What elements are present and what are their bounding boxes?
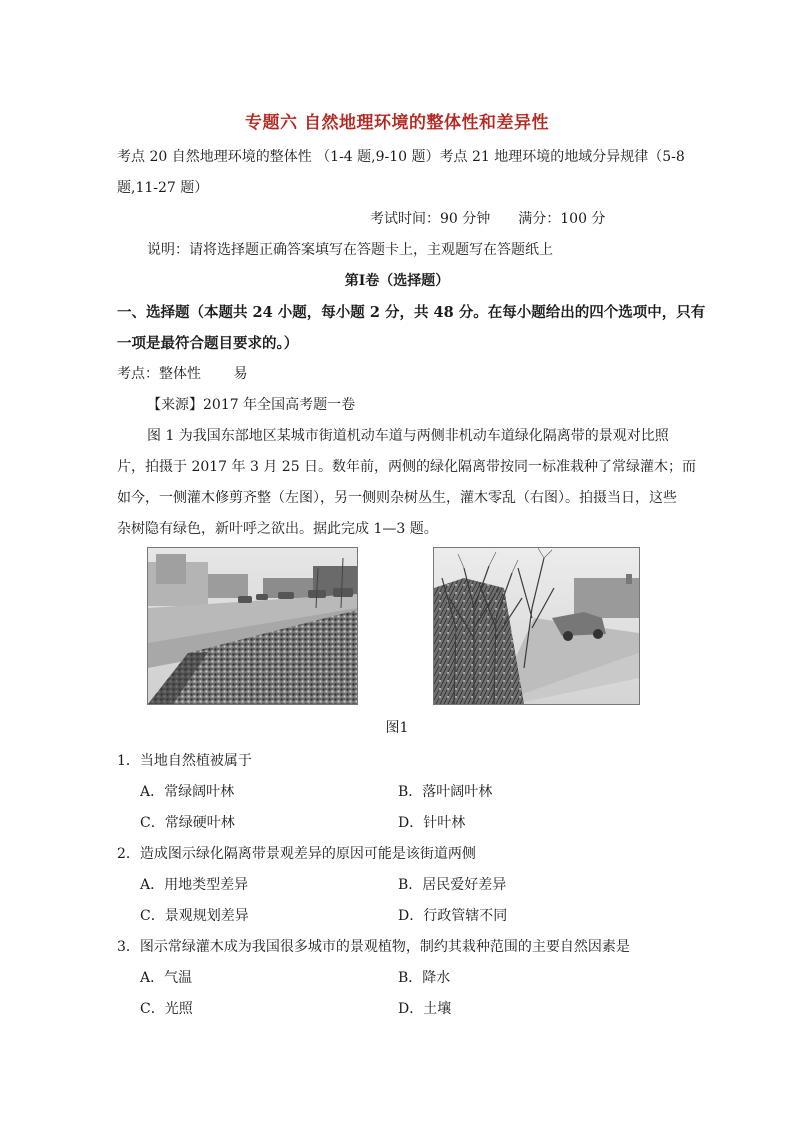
instruction: 说明：请将选择题正确答案填写在答题卡上，主观题写在答题纸上 bbox=[147, 242, 553, 258]
question-2-option-a: A．用地类型差异 bbox=[140, 877, 249, 893]
section-heading-line-2: 一项是最符合题目要求的。） bbox=[117, 335, 299, 352]
passage-line-4: 杂树隐有绿色，新叶呼之欲出。据此完成 1—3 题。 bbox=[117, 521, 438, 537]
question-1-option-d: D．针叶林 bbox=[398, 815, 466, 831]
source-label: 【来源】2017 年全国高考题一卷 bbox=[147, 397, 356, 413]
question-1-option-b: B．落叶阔叶林 bbox=[398, 784, 493, 800]
question-1-stem: 1．当地自然植被属于 bbox=[117, 753, 252, 769]
photo-messy-trees bbox=[433, 547, 640, 705]
volume-title: 第Ⅰ卷（选择题） bbox=[344, 273, 450, 289]
question-1-option-a: A．常绿阔叶林 bbox=[140, 784, 235, 800]
passage-line-2: 片，拍摄于 2017 年 3 月 25 日。数年前，两侧的绿化隔离带按同一标准栽种了常绿灌木；而 bbox=[117, 459, 697, 475]
figure-caption: 图1 bbox=[385, 720, 409, 736]
question-2-option-d: D．行政管辖不同 bbox=[398, 908, 508, 924]
topic-label: 考点：整体性 易 bbox=[117, 366, 248, 382]
section-heading-line-1: 一、选择题（本题共 24 小题，每小题 2 分，共 48 分。在每小题给出的四个选项中，只有 bbox=[117, 304, 706, 321]
question-2-option-c: C．景观规划差异 bbox=[140, 908, 249, 924]
question-1-option-c: C．常绿硬叶林 bbox=[140, 815, 235, 831]
kaodian-line-2: 题,11-27 题） bbox=[117, 180, 209, 196]
exam-info: 考试时间：90 分钟 满分：100 分 bbox=[370, 211, 606, 227]
question-3-stem: 3．图示常绿灌木成为我国很多城市的景观植物，制约其栽种范围的主要自然因素是 bbox=[117, 939, 630, 955]
document-title: 专题六 自然地理环境的整体性和差异性 bbox=[245, 113, 549, 133]
kaodian-line-1: 考点 20 自然地理环境的整体性 （1-4 题,9-10 题）考点 21 地理环境的地域分异规律（5-8 bbox=[117, 149, 685, 165]
passage-line-3: 如今，一侧灌木修剪齐整（左图），另一侧则杂树丛生，灌木零乱（右图）。拍摄当日，这些 bbox=[117, 490, 677, 506]
question-2-option-b: B．居民爱好差异 bbox=[398, 877, 507, 893]
question-3-option-a: A．气温 bbox=[140, 970, 193, 986]
question-3-option-c: C．光照 bbox=[140, 1001, 193, 1017]
photo-trimmed-hedge bbox=[147, 547, 358, 705]
passage-line-1: 图 1 为我国东部地区某城市街道机动车道与两侧非机动车道绿化隔离带的景观对比照 bbox=[147, 428, 669, 444]
question-2-stem: 2．造成图示绿化隔离带景观差异的原因可能是该街道两侧 bbox=[117, 846, 476, 862]
question-3-option-b: B．降水 bbox=[398, 970, 451, 986]
question-3-option-d: D．土壤 bbox=[398, 1001, 452, 1017]
